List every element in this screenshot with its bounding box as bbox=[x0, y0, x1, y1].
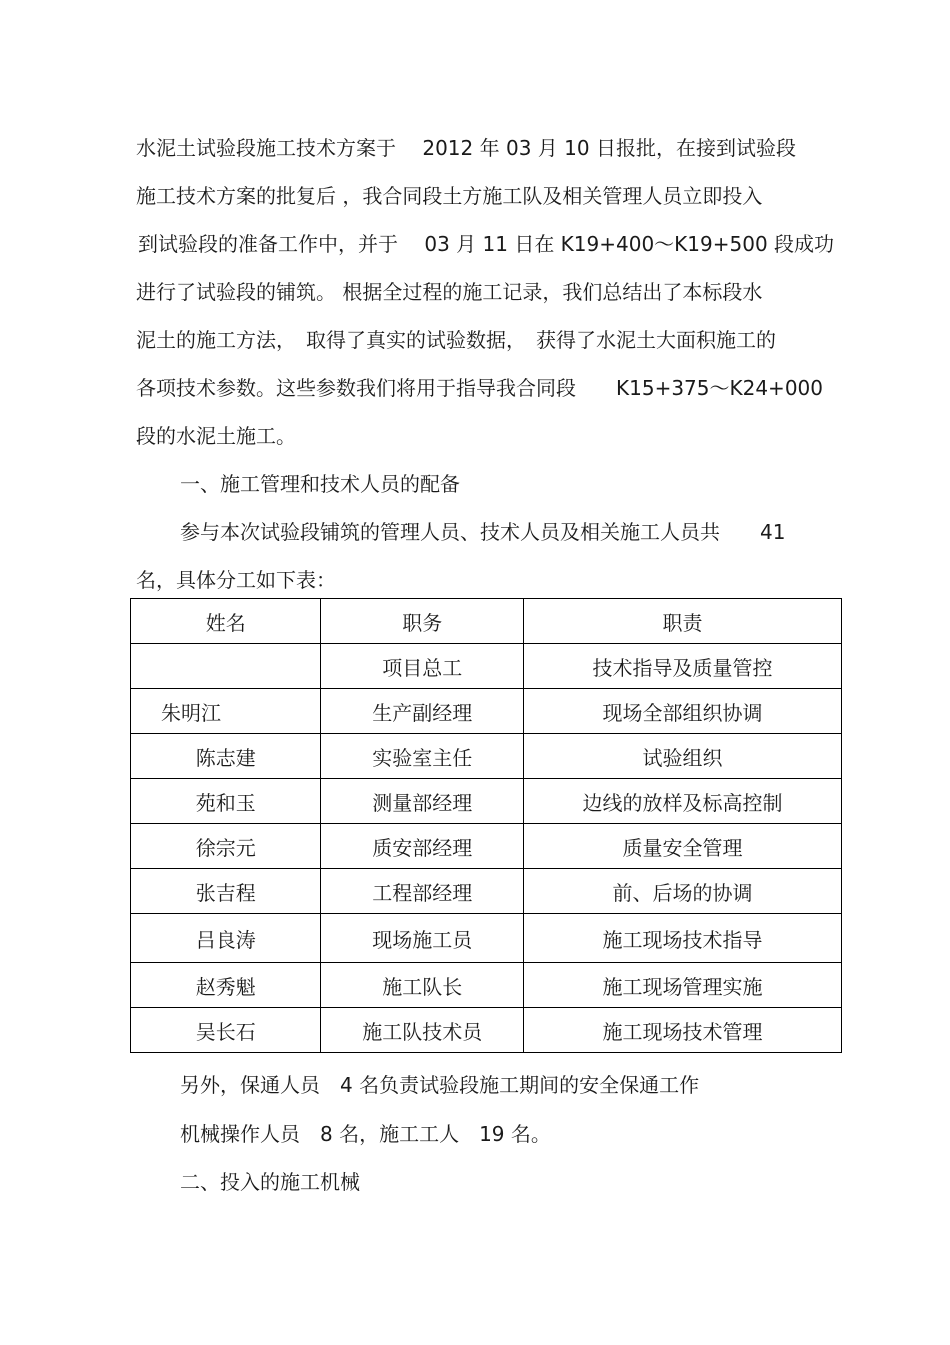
name-cell bbox=[131, 644, 321, 689]
header-cell: 职责 bbox=[523, 599, 841, 644]
header-cell: 职务 bbox=[321, 599, 524, 644]
position-cell: 实验室主任 bbox=[321, 734, 524, 779]
table-row bbox=[131, 869, 842, 914]
name-cell: 吕良涛 bbox=[131, 914, 321, 963]
duty-cell: 边线的放样及标高控制 bbox=[523, 779, 841, 824]
position-cell: 生产副经理 bbox=[321, 689, 524, 734]
paragraph-line: 各项技术参数。这些参数我们将用于指导我合同段 K15+375～K24+000 bbox=[136, 376, 823, 400]
duty-cell: 施工现场技术管理 bbox=[523, 1008, 841, 1053]
table-row bbox=[131, 734, 842, 779]
position-cell: 测量部经理 bbox=[321, 779, 524, 824]
paragraph-line: 水泥土试验段施工技术方案于 2012 年 03 月 10 日报批，在接到试验段 bbox=[136, 136, 796, 160]
position-cell: 工程部经理 bbox=[321, 869, 524, 914]
duty-cell: 技术指导及质量管控 bbox=[523, 644, 841, 689]
name-cell: 陈志建 bbox=[131, 734, 321, 779]
staff-table bbox=[130, 598, 842, 1053]
paragraph-line: 机械操作人员 8 名，施工工人 19 名。 bbox=[180, 1122, 551, 1146]
header-cell: 姓名 bbox=[131, 599, 321, 644]
table-row bbox=[131, 1008, 842, 1053]
table-row bbox=[131, 963, 842, 1008]
position-cell: 质安部经理 bbox=[321, 824, 524, 869]
name-cell: 苑和玉 bbox=[131, 779, 321, 824]
section-heading: 一、施工管理和技术人员的配备 bbox=[180, 472, 460, 496]
position-cell: 项目总工 bbox=[321, 644, 524, 689]
paragraph-line: 施工技术方案的批复后 ，我合同段土方施工队及相关管理人员立即投入 bbox=[136, 184, 763, 208]
section-heading: 二、投入的施工机械 bbox=[180, 1170, 360, 1194]
name-cell: 朱明江 bbox=[131, 689, 321, 734]
paragraph-line: 参与本次试验段铺筑的管理人员、技术人员及相关施工人员共 41 bbox=[180, 520, 786, 544]
duty-cell: 前、后场的协调 bbox=[523, 869, 841, 914]
name-cell: 徐宗元 bbox=[131, 824, 321, 869]
paragraph-line: 另外，保通人员 4 名负责试验段施工期间的安全保通工作 bbox=[180, 1073, 700, 1097]
paragraph-line: 名，具体分工如下表： bbox=[136, 568, 336, 592]
table-row bbox=[131, 779, 842, 824]
name-cell: 赵秀魁 bbox=[131, 963, 321, 1008]
name-cell: 吴长石 bbox=[131, 1008, 321, 1053]
paragraph-line: 到试验段的准备工作中，并于 03 月 11 日在 K19+400～K19+500 段成功 bbox=[138, 232, 835, 256]
duty-cell: 现场全部组织协调 bbox=[523, 689, 841, 734]
duty-cell: 质量安全管理 bbox=[523, 824, 841, 869]
paragraph-line: 泥土的施工方法， 取得了真实的试验数据， 获得了水泥土大面积施工的 bbox=[136, 328, 776, 352]
duty-cell: 施工现场技术指导 bbox=[523, 914, 841, 963]
duty-cell: 试验组织 bbox=[523, 734, 841, 779]
table-row bbox=[131, 689, 842, 734]
table-row bbox=[131, 824, 842, 869]
table-header-row bbox=[131, 599, 842, 644]
paragraph-line: 段的水泥土施工。 bbox=[136, 424, 296, 448]
duty-cell: 施工现场管理实施 bbox=[523, 963, 841, 1008]
position-cell: 现场施工员 bbox=[321, 914, 524, 963]
table-row bbox=[131, 914, 842, 963]
position-cell: 施工队长 bbox=[321, 963, 524, 1008]
paragraph-line: 进行了试验段的铺筑。 根据全过程的施工记录，我们总结出了本标段水 bbox=[136, 280, 763, 304]
name-cell: 张吉程 bbox=[131, 869, 321, 914]
position-cell: 施工队技术员 bbox=[321, 1008, 524, 1053]
table-row bbox=[131, 644, 842, 689]
